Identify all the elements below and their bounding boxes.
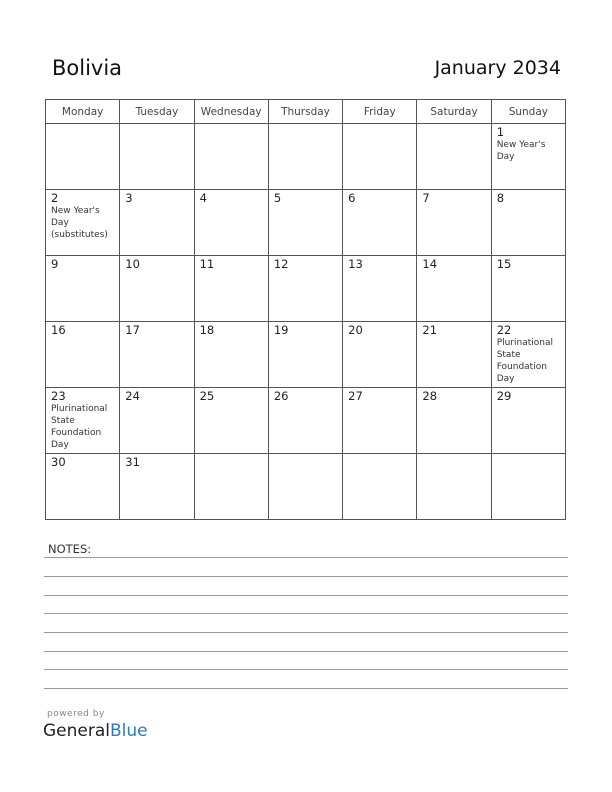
- day-number: 15: [496, 257, 512, 271]
- day-number: 24: [125, 389, 140, 403]
- weekday-monday: Monday: [46, 100, 120, 124]
- calendar-day-cell: [491, 256, 565, 322]
- brand-blue: Blue: [110, 721, 148, 741]
- note-line: [44, 595, 568, 596]
- day-number: 22: [496, 323, 512, 337]
- day-number: 14: [422, 257, 438, 271]
- day-number: 17: [125, 323, 140, 337]
- day-number: 2: [51, 191, 59, 205]
- note-line: [44, 651, 568, 652]
- weekday-header-row: [46, 100, 566, 124]
- weekday-tuesday: Tuesday: [120, 100, 194, 124]
- calendar-week-row: [46, 124, 566, 190]
- calendar-day-cell: [417, 322, 491, 388]
- calendar-day-cell: [194, 124, 268, 190]
- calendar-grid: [45, 99, 566, 520]
- calendar-day-cell: [120, 256, 194, 322]
- day-number: 27: [348, 389, 363, 403]
- day-number: 3: [125, 191, 133, 205]
- note-line: [44, 688, 568, 689]
- calendar-day-cell: [268, 322, 342, 388]
- calendar-week-row: [46, 256, 566, 322]
- calendar-day-cell: [194, 388, 268, 454]
- calendar-day-cell: [268, 256, 342, 322]
- calendar-day-cell: [417, 454, 491, 520]
- calendar-day-cell: [46, 190, 120, 256]
- day-number: 13: [348, 257, 363, 271]
- calendar-day-cell: [120, 388, 194, 454]
- calendar-day-cell: [491, 190, 565, 256]
- calendar-week-row: [46, 454, 566, 520]
- calendar-day-cell: [194, 190, 268, 256]
- day-number: 28: [422, 389, 438, 403]
- holiday-label: New Year's Day: [496, 140, 546, 162]
- calendar-day-cell: [46, 256, 120, 322]
- country-title: Bolivia: [52, 56, 123, 80]
- calendar-day-cell: [343, 190, 417, 256]
- calendar-day-cell: [194, 256, 268, 322]
- note-line: [44, 632, 568, 633]
- day-number: 20: [348, 323, 363, 337]
- calendar-day-cell: [120, 454, 194, 520]
- calendar-week-row: [46, 190, 566, 256]
- day-number: 9: [51, 257, 59, 271]
- brand-general: General: [43, 721, 110, 741]
- holiday-label: Plurinational State Foundation Day: [51, 404, 108, 450]
- day-number: 11: [199, 257, 215, 271]
- holiday-label: Plurinational State Foundation Day: [496, 338, 553, 384]
- weekday-sunday: Sunday: [491, 100, 565, 124]
- calendar-day-cell: [268, 124, 342, 190]
- calendar-day-cell: [491, 124, 565, 190]
- calendar-day-cell: [194, 454, 268, 520]
- day-number: 10: [125, 257, 140, 271]
- day-number: 5: [273, 191, 282, 205]
- day-number: 18: [199, 323, 215, 337]
- calendar-day-cell: [417, 388, 491, 454]
- calendar-day-cell: [417, 190, 491, 256]
- calendar-day-cell: [268, 190, 342, 256]
- calendar-day-cell: [46, 322, 120, 388]
- day-number: 7: [422, 191, 430, 205]
- calendar-day-cell: [268, 454, 342, 520]
- calendar-day-cell: [343, 256, 417, 322]
- calendar-day-cell: [120, 190, 194, 256]
- day-number: 23: [51, 389, 66, 403]
- calendar-day-cell: [120, 124, 194, 190]
- calendar-day-cell: [46, 388, 120, 454]
- day-number: 8: [496, 191, 505, 205]
- weekday-saturday: Saturday: [417, 100, 491, 124]
- weekday-thursday: Thursday: [268, 100, 342, 124]
- day-number: 21: [422, 323, 438, 337]
- calendar-day-cell: [491, 388, 565, 454]
- powered-by-text: powered by: [47, 709, 105, 719]
- day-number: 12: [273, 257, 289, 271]
- calendar-day-cell: [491, 322, 565, 388]
- day-number: 6: [348, 191, 356, 205]
- calendar-day-cell: [268, 388, 342, 454]
- calendar-day-cell: [343, 124, 417, 190]
- day-number: 29: [496, 389, 512, 403]
- calendar-day-cell: [343, 454, 417, 520]
- calendar-day-cell: [343, 388, 417, 454]
- note-line: [44, 613, 568, 614]
- calendar-day-cell: [120, 322, 194, 388]
- generalblue-logo[interactable]: [43, 721, 148, 741]
- calendar-day-cell: [417, 124, 491, 190]
- calendar-day-cell: [194, 322, 268, 388]
- calendar-day-cell: [46, 124, 120, 190]
- calendar-day-cell: [417, 256, 491, 322]
- note-line: [44, 557, 568, 558]
- day-number: 4: [199, 191, 207, 205]
- notes-label: NOTES:: [48, 542, 92, 556]
- day-number: 1: [496, 125, 505, 139]
- calendar-day-cell: [491, 454, 565, 520]
- note-line: [44, 669, 568, 670]
- calendar-day-cell: [343, 322, 417, 388]
- holiday-label: New Year's Day (substitutes): [51, 206, 108, 240]
- day-number: 16: [51, 323, 66, 337]
- day-number: 30: [51, 455, 66, 469]
- day-number: 25: [199, 389, 215, 403]
- day-number: 19: [273, 323, 289, 337]
- month-year-title: January 2034: [434, 57, 561, 79]
- calendar-week-row: [46, 322, 566, 388]
- day-number: 26: [273, 389, 289, 403]
- weekday-friday: Friday: [343, 100, 417, 124]
- day-number: 31: [125, 455, 140, 469]
- note-line: [44, 576, 568, 577]
- calendar-day-cell: [46, 454, 120, 520]
- calendar-week-row: [46, 388, 566, 454]
- weekday-wednesday: Wednesday: [194, 100, 268, 124]
